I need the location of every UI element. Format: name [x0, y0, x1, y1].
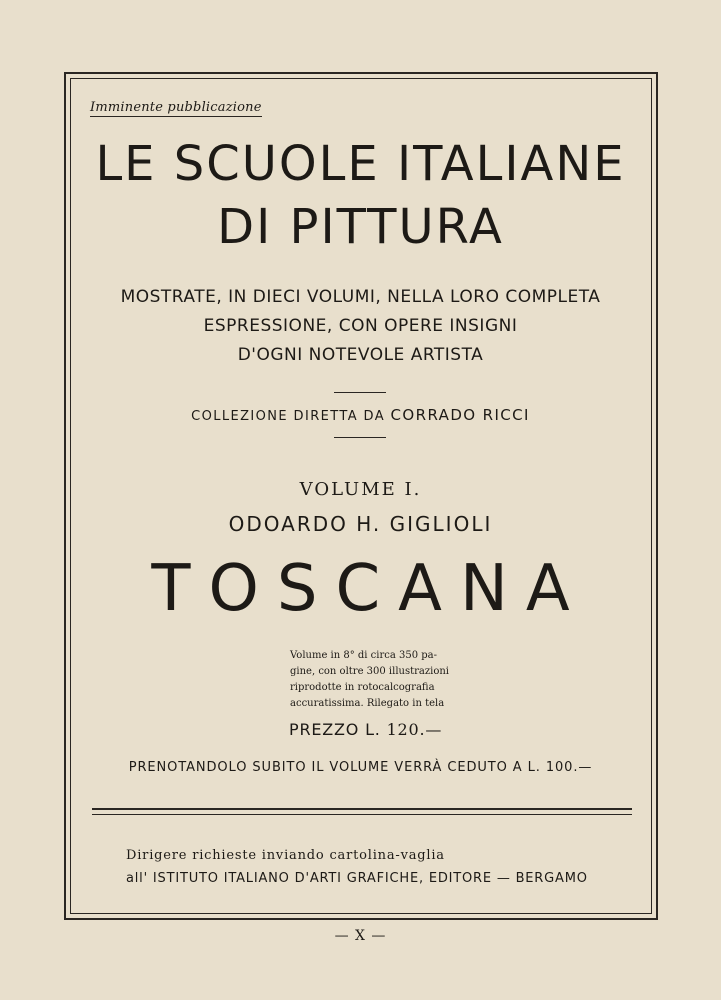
footer-rule-thick — [92, 808, 632, 810]
collection-prefix: COLLEZIONE DIRETTA DA — [191, 409, 385, 424]
order-instructions: Dirigere richieste inviando cartolina-vaglia — [126, 848, 445, 863]
publisher-address: all' ISTITUTO ITALIANO D'ARTI GRAFICHE, EDITORE — BERGAMO — [126, 871, 588, 886]
collection-credit — [0, 406, 721, 424]
series-title-line-1: LE SCUOLE ITALIANE — [95, 136, 626, 192]
description-line-4: accuratissima. Rilegato in tela — [290, 698, 445, 709]
volume-label: VOLUME I. — [299, 479, 422, 500]
volume-author: ODOARDO H. GIGLIOLI — [228, 512, 493, 536]
description-line-3: riprodotte in rotocalcografia — [290, 682, 435, 693]
announcement-tag: Imminente pubblicazione — [90, 100, 262, 115]
subtitle-line-3: D'OGNI NOTEVOLE ARTISTA — [237, 345, 484, 365]
subtitle-line-1: MOSTRATE, IN DIECI VOLUMI, NELLA LORO COMPLETA — [120, 287, 601, 307]
description-line-2: gine, con oltre 300 illustrazioni — [290, 666, 449, 677]
subtitle-line-2: ESPRESSIONE, CON OPERE INSIGNI — [203, 316, 518, 336]
description-line-1: Volume in 8° di circa 350 pa- — [290, 650, 438, 661]
collection-editor: CORRADO RICCI — [390, 406, 530, 424]
series-subtitle — [0, 283, 721, 370]
divider-bottom — [334, 437, 386, 438]
page-number: — X — — [334, 928, 387, 944]
volume-title: TOSCANA — [151, 552, 588, 626]
volume-description — [290, 648, 460, 712]
price — [289, 720, 442, 739]
footer-rule-thin — [92, 814, 632, 815]
preorder-offer: PRENOTANDOLO SUBITO IL VOLUME VERRÀ CEDUTO A L. 100.— — [128, 760, 593, 775]
price-value: 120.— — [386, 720, 443, 739]
price-label: PREZZO L. — [289, 720, 381, 739]
divider-top — [334, 392, 386, 393]
series-title-line-2: DI PITTURA — [217, 199, 504, 255]
